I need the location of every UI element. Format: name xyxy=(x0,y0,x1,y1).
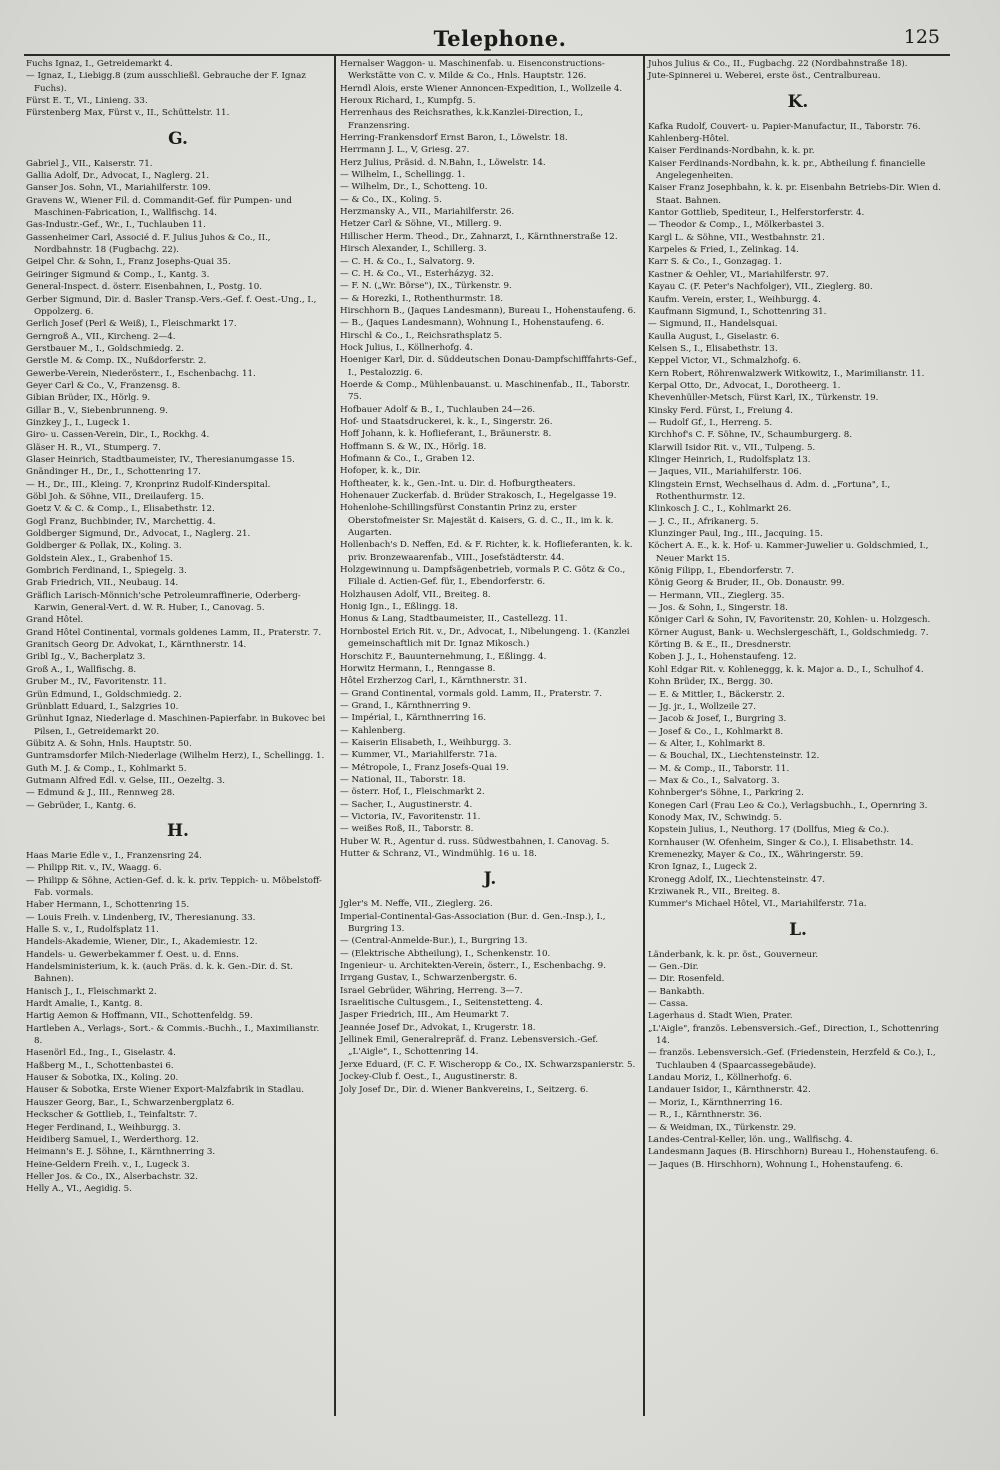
directory-entry: Hoeniger Karl, Dir. d. Süddeutschen Donau-Dampfschifffahrts-Gef., I., Pestalozzig. 6. xyxy=(340,355,637,378)
directory-entry: Gläser H. R., VI., Stumperg. 7. xyxy=(26,442,161,453)
directory-entry: — Grand, I., Kärnthnerring 9. xyxy=(340,700,471,711)
directory-entry: Gewerbe-Verein, Niederösterr., I., Eschenbachg. 11. xyxy=(26,368,256,379)
directory-entry: Hauser & Sobotka, Erste Wiener Export-Malzfabrik in Stadlau. xyxy=(26,1085,305,1096)
directory-entry: König Filipp, I., Ebendorferstr. 7. xyxy=(648,566,794,577)
directory-entry: — Kahlenberg. xyxy=(340,725,406,736)
directory-entry: Landes-Central-Keller, lön. ung., Wallfischg. 4. xyxy=(648,1134,853,1145)
directory-entry: Goldstein Alex., I., Grabenhof 15. xyxy=(26,553,174,564)
directory-entry: Glaser Heinrich, Stadtbaumeister, IV., Theresianumgasse 15. xyxy=(26,454,295,465)
directory-entry: Jellinek Emil, Generalrepräf. d. Franz. Lebensversich.-Gef. „L'Aigle", I., Schottenring 14. xyxy=(340,1035,599,1058)
column-divider-left xyxy=(334,56,336,1416)
directory-entry: Kafka Rudolf, Couvert- u. Papier-Manufactur, II., Taborstr. 76. xyxy=(648,121,921,132)
directory-entry: Kaulla August, I., Giselastr. 6. xyxy=(648,331,780,342)
directory-entry: — Dir. Rosenfeld. xyxy=(648,974,725,985)
directory-entry: Fürst E. T., VI., Linieng. 33. xyxy=(26,96,148,107)
directory-entry: Honus & Lang, Stadtbaumeister, II., Castellezg. 11. xyxy=(340,614,568,625)
directory-entry: — & Bouchal, IX., Liechtensteinstr. 12. xyxy=(648,751,820,762)
directory-entry: Herz Julius, Präsid. d. N.Bahn, I., Löwelstr. 14. xyxy=(340,157,546,168)
directory-entry: Grand Hôtel. xyxy=(26,615,84,626)
directory-entry: Klarwill Isidor Rit. v., VII., Tulpeng. 5. xyxy=(648,442,816,453)
directory-entry: Horschitz F., Bauunternehmung, I., Eßlingg. 4. xyxy=(340,651,547,662)
directory-entry: Gerngroß A., VII., Kircheng. 2—4. xyxy=(26,331,176,342)
directory-entry: Kron Ignaz, I., Lugeck 2. xyxy=(648,862,758,873)
directory-entry: Hofmann & Co., I., Graben 12. xyxy=(340,454,475,464)
directory-entry: Landauer Isidor, I., Kärnthnerstr. 42. xyxy=(648,1085,811,1096)
directory-entry: Gübitz A. & Sohn, Hnls. Hauptstr. 50. xyxy=(26,738,192,749)
directory-entry: Kahlenberg-Hôtel. xyxy=(648,134,730,145)
directory-entry: Herrmann J. L., V, Griesg. 27. xyxy=(340,145,470,156)
page-header xyxy=(0,26,1000,52)
column-divider-right xyxy=(643,56,645,1416)
directory-entry: Joly Josef Dr., Dir. d. Wiener Bankvereins, I., Seitzerg. 6. xyxy=(340,1084,589,1095)
directory-entry: Goetz V. & C. & Comp., I., Elisabethstr. 12. xyxy=(26,504,215,515)
directory-entry: Hutter & Schranz, VI., Windmühlg. 16 u. 18. xyxy=(340,849,537,859)
directory-entry: — Métropole, I., Franz Josefs-Quai 19. xyxy=(340,762,509,773)
directory-entry: Goldberger & Pollak, IX., Koling. 3. xyxy=(26,541,182,552)
directory-entry: Kastner & Oehler, VI., Mariahilferstr. 97. xyxy=(648,269,829,280)
directory-entry: — Philipp Rit. v., IV., Waagg. 6. xyxy=(26,863,162,874)
directory-entry: — Edmund & J., III., Rennweg 28. xyxy=(26,788,175,799)
directory-entry: Landesmann Jaques (B. Hirschhorn) Bureau I., Hohenstaufeng. 6. xyxy=(648,1147,939,1158)
directory-entry: Kaiser Ferdinands-Nordbahn, k. k. pr., Abtheilung f. financielle Angelegenheiten. xyxy=(648,158,926,182)
directory-entry: Hofbauer Adolf & B., I., Tuchlauben 24—26. xyxy=(340,404,536,415)
directory-entry: — B., (Jaques Landesmann), Wohnung I., Hohenstaufeng. 6. xyxy=(340,318,605,329)
directory-entry: Gutmann Alfred Edl. v. Gelse, III., Oezeltg. 3. xyxy=(26,775,226,786)
directory-entry: — J. C., II., Afrikanerg. 5. xyxy=(648,516,759,527)
directory-entry: — Hermann, VII., Zieglerg. 35. xyxy=(648,590,785,601)
directory-entry: Huber W. R., Agentur d. russ. Südwestbahnen, I. Canovag. 5. xyxy=(340,836,610,847)
directory-entry: Heroux Richard, I., Kumpfg. 5. xyxy=(340,96,476,107)
directory-entry: — Jaques (B. Hirschhorn), Wohnung I., Hohenstaufeng. 6. xyxy=(648,1159,904,1170)
directory-entry: Köchert A. E., k. k. Hof- u. Kammer-Juwelier u. Goldschmied, I., Neuer Markt 15. xyxy=(648,541,929,564)
directory-entry: Groß A., I., Wallfischg. 8. xyxy=(26,664,137,675)
directory-entry: Hillischer Herm. Theod., Dr., Zahnarzt, I., Kärnthnerstraße 12. xyxy=(340,231,618,242)
directory-entry: Jockey-Club f. Oest., I., Augustinerstr. 8. xyxy=(340,1072,518,1083)
directory-entry: — & Weidman, IX., Türkenstr. 29. xyxy=(648,1122,797,1133)
directory-entry: — Philipp & Söhne, Actien-Gef. d. k. k. priv. Teppich- u. Möbelstoff-Fab. vormals. xyxy=(26,875,322,898)
directory-entry: — Kaiserin Elisabeth, I., Weihburgg. 3. xyxy=(340,737,512,748)
directory-entry: — Cassa. xyxy=(648,999,689,1010)
directory-entry: — Kummer, VI., Mariahilferstr. 71a. xyxy=(340,750,498,761)
directory-entry: Kinsky Ferd. Fürst, I., Freiung 4. xyxy=(648,405,794,416)
directory-entry: Klinger Heinrich, I., Rudolfsplatz 13. xyxy=(648,454,811,465)
directory-entry: Hohenlohe-Schillingsfürst Constantin Prinz zu, erster Oberstofmeister Sr. Majestät d. Kaisers, G. d. C., II., im k. k. Augarten. xyxy=(340,503,614,539)
directory-entry: Hoff Johann, k. k. Hoflieferant, I., Bräunerstr. 8. xyxy=(340,429,552,440)
directory-entry: Heimann's E. J. Söhne, I., Kärnthnerring 3. xyxy=(26,1147,216,1158)
directory-entry: Ginzkey J., I., Lugeck 1. xyxy=(26,417,131,428)
column-2 xyxy=(340,58,640,1096)
directory-entry: Heine-Geldern Freih. v., I., Lugeck 3. xyxy=(26,1159,190,1170)
directory-entry: Geipel Chr. & Sohn, I., Franz Josephs-Quai 35. xyxy=(26,257,231,268)
directory-entry: — & Alter, I., Kohlmarkt 8. xyxy=(648,738,766,749)
directory-entry: Hoffmann S. & W., IX., Hörlg. 18. xyxy=(340,441,487,452)
directory-entry: Haßberg M., I., Schottenbastei 6. xyxy=(26,1060,174,1071)
directory-entry: Hartleben A., Verlags-, Sort.- & Commis.-Buchh., I., Maximilianstr. 8. xyxy=(26,1023,320,1047)
directory-entry: Gerstbauer M., I., Goldschmiedg. 2. xyxy=(26,343,184,354)
directory-entry: Kopstein Julius, I., Neuthorg. 17 (Dollfus, Mieg & Co.). xyxy=(648,825,890,836)
directory-entry: — R., I., Kärnthnerstr. 36. xyxy=(648,1110,762,1121)
directory-entry: Königer Carl & Sohn, IV, Favoritenstr. 20, Kohlen- u. Holzgesch. xyxy=(648,615,931,626)
section-heading: G. xyxy=(168,128,188,149)
directory-entry: Haas Marie Edle v., I., Franzensring 24. xyxy=(26,850,202,861)
directory-entry: — C. H. & Co., VI., Esterházyg. 32. xyxy=(340,268,494,279)
directory-entry: Handels-Akademie, Wiener, Dir., I., Akademiestr. 12. xyxy=(26,937,258,948)
directory-entry: Gnändinger H., Dr., I., Schottenring 17. xyxy=(26,467,201,478)
directory-entry: Kaufmann Sigmund, I., Schottenring 31. xyxy=(648,306,827,317)
directory-entry: Handels- u. Gewerbekammer f. Oest. u. d. Enns. xyxy=(26,949,239,960)
directory-entry: — Rudolf Gf., I., Herreng. 5. xyxy=(648,417,773,428)
directory-entry: Guth M. J. & Comp., I., Kohlmarkt 5. xyxy=(26,763,187,774)
directory-entry: Hohenauer Zuckerfab. d. Brüder Strakosch, I., Hegelgasse 19. xyxy=(340,491,617,502)
directory-entry: Kayau C. (F. Peter's Nachfolger), VII., Zieglerg. 80. xyxy=(648,282,873,293)
directory-entry: Israelitische Cultusgem., I., Seitenstetteng. 4. xyxy=(340,998,543,1009)
directory-entry: — Grand Continental, vormals gold. Lamm, II., Praterstr. 7. xyxy=(340,688,603,699)
directory-entry: — Wilhelm, I., Schellingg. 1. xyxy=(340,170,466,181)
directory-entry: Krziwanek R., VII., Breiteg. 8. xyxy=(648,887,781,897)
directory-entry: Hirschl & Co., I., Reichsrathsplatz 5. xyxy=(340,330,503,341)
directory-entry: — weißes Roß, II., Taborstr. 8. xyxy=(340,824,474,835)
directory-entry: — & Horezki, I., Rothenthurmstr. 18. xyxy=(340,293,504,304)
directory-entry: Gassenheimer Carl, Associé d. F. Julius Juhos & Co., II., Nordbahnstr. 18 (Fugbachg. 22). xyxy=(26,232,271,256)
directory-entry: Kargl L. & Söhne, VII., Westbahnstr. 21. xyxy=(648,232,825,243)
directory-entry: Heidiberg Samuel, I., Werderthorg. 12. xyxy=(26,1134,199,1145)
directory-entry: Kerpal Otto, Dr., Advocat, I., Dorotheerg. 1. xyxy=(648,380,841,391)
directory-entry: Hanisch J., I., Fleischmarkt 2. xyxy=(26,986,157,997)
directory-entry: Kirchhof's C. F. Söhne, IV., Schaumburgerg. 8. xyxy=(648,430,853,441)
directory-entry: „L'Aigle", französ. Lebensversich.-Gef., Direction, I., Schottenring 14. xyxy=(648,1023,939,1047)
directory-entry: Jerxe Eduard, (F. C. F. Wischeropp & Co., IX. Schwarzspanierstr. 5. xyxy=(340,1059,636,1070)
directory-entry: Hauser & Sobotka, IX., Koling. 20. xyxy=(26,1073,179,1084)
directory-entry: Gabriel J., VII., Kaiserstr. 71. xyxy=(26,158,153,169)
header-rule xyxy=(24,54,950,56)
directory-entry: Grün Edmund, I., Goldschmiedg. 2. xyxy=(26,689,182,700)
directory-entry: Konegen Carl (Frau Leo & Co.), Verlagsbuchh., I., Opernring 3. xyxy=(648,800,928,811)
directory-entry: Gillar B., V., Siebenbrunneng. 9. xyxy=(26,405,168,416)
directory-entry: — H., Dr., III., Kleing. 7, Kronprinz Rudolf-Kinderspital. xyxy=(26,479,271,490)
directory-entry: — Victoria, IV., Favoritenstr. 11. xyxy=(340,811,481,822)
directory-entry: Kaiser Franz Josephbahn, k. k. pr. Eisenbahn Betriebs-Dir. Wien d. Staat. Bahnen. xyxy=(648,183,941,206)
directory-entry: Kelsen S., I., Elisabethstr. 13. xyxy=(648,343,778,354)
section-heading: H. xyxy=(167,820,189,841)
directory-entry: Grab Friedrich, VII., Neubaug. 14. xyxy=(26,578,179,589)
section-heading: L. xyxy=(789,919,807,940)
directory-entry: Jeannée Josef Dr., Advokat, I., Krugerstr. 18. xyxy=(340,1022,536,1033)
directory-entry: — Moriz, I., Kärnthnerring 16. xyxy=(648,1097,783,1108)
directory-entry: — Max & Co., I., Salvatorg. 3. xyxy=(648,775,780,786)
directory-entry: — Gebrüder, I., Kantg. 6. xyxy=(26,800,137,811)
directory-entry: — Impérial, I., Kärnthnerring 16. xyxy=(340,713,487,724)
directory-entry: Giro- u. Cassen-Verein, Dir., I., Rockhg. 4. xyxy=(26,430,210,441)
directory-entry: Kremenezky, Mayer & Co., IX., Währingerstr. 59. xyxy=(648,849,864,860)
directory-entry: Landau Moriz, I., Köllnerhofg. 6. xyxy=(648,1073,792,1084)
directory-entry: Hoerde & Comp., Mühlenbauanst. u. Maschinenfab., II., Taborstr. 75. xyxy=(340,379,630,403)
column-3 xyxy=(648,58,948,1171)
page-title: Telephone. xyxy=(433,26,567,51)
directory-entry: Gribl Ig., V., Bacherplatz 3. xyxy=(26,652,146,663)
directory-entry: Imperial-Continental-Gas-Association (Bur. d. Gen.-Insp.), I., Burgring 13. xyxy=(340,911,606,935)
directory-entry: Keppel Victor, VI., Schmalzhofg. 6. xyxy=(648,356,801,367)
directory-entry: Hof- und Staatsdruckerei, k. k., I., Singerstr. 26. xyxy=(340,416,553,427)
directory-entry: Israel Gebrüder, Währing, Herreng. 3—7. xyxy=(340,985,523,996)
directory-entry: Handelsministerium, k. k. (auch Präs. d. k. k. Gen.-Dir. d. St. Bahnen). xyxy=(26,962,293,985)
directory-entry: Grünhut Ignaz, Niederlage d. Maschinen-Papierfabr. in Bukovec bei Pilsen, I., Getreidemarkt 20. xyxy=(26,714,326,737)
directory-entry: — Theodor & Comp., I., Mölkerbastei 3. xyxy=(648,220,825,231)
directory-entry: Gruber M., IV., Favoritenstr. 11. xyxy=(26,677,167,688)
directory-entry: Kohnberger's Söhne, I., Parkring 2. xyxy=(648,788,804,799)
directory-entry: Hollenbach's D. Neffen, Ed. & F. Richter, k. k. Hoflieferanten, k. k. priv. Bronzewaarenfab., VIII., Josefstädterstr. 44. xyxy=(340,540,633,563)
directory-entry: Fuchs Ignaz, I., Getreidemarkt 4. xyxy=(26,59,173,69)
directory-entry: Körner August, Bank- u. Wechslergeschäft, I., Goldschmiedg. 7. xyxy=(648,627,929,638)
directory-entry: — französ. Lebensversich.-Gef. (Friedenstein, Herzfeld & Co.), I., Tuchlauben 4 (Spaarcassegebäude). xyxy=(648,1048,936,1071)
directory-entry: — Jos. & Sohn, I., Singerstr. 18. xyxy=(648,603,788,614)
directory-entry: Gibian Brüder, IX., Hörlg. 9. xyxy=(26,393,151,404)
section-heading: J. xyxy=(483,869,497,890)
directory-entry: Kummer's Michael Hôtel, VI., Mariahilferstr. 71a. xyxy=(648,899,867,910)
directory-entry: — (Central-Anmelde-Bur.), I., Burgring 13. xyxy=(340,936,528,947)
directory-entry: Gerber Sigmund, Dir. d. Basler Transp.-Vers.-Gef. f. Oest.-Ung., I., Oppolzerg. 6. xyxy=(26,294,317,317)
directory-entry: Juhos Julius & Co., II., Fugbachg. 22 (Nordbahnstraße 18). xyxy=(648,59,908,69)
directory-entry: Hasenörl Ed., Ing., I., Giselastr. 4. xyxy=(26,1048,176,1059)
directory-entry: Khevenhüller-Metsch, Fürst Karl, IX., Türkenstr. 19. xyxy=(648,393,879,404)
directory-entry: Helly A., VI., Aegidig. 5. xyxy=(26,1184,132,1195)
directory-entry: Heckscher & Gottlieb, I., Teinfaltstr. 7. xyxy=(26,1110,198,1121)
directory-entry: Geyer Carl & Co., V., Franzensg. 8. xyxy=(26,380,181,391)
directory-entry: Länderbank, k. k. pr. öst., Gouverneur. xyxy=(648,949,819,960)
directory-entry: Halle S. v., I., Rudolfsplatz 11. xyxy=(26,925,159,935)
directory-entry: — E. & Mittler, I., Bäckerstr. 2. xyxy=(648,689,785,700)
directory-entry: Hetzer Carl & Söhne, VI., Millerg. 9. xyxy=(340,219,502,230)
directory-entry: Kronegg Adolf, IX., Liechtensteinstr. 47. xyxy=(648,874,825,885)
directory-entry: Hirsch Alexander, I., Schillerg. 3. xyxy=(340,244,487,255)
directory-entry: — Sacher, I., Augustinerstr. 4. xyxy=(340,799,473,810)
directory-entry: Körting B. & E., II., Dresdnerstr. xyxy=(648,640,792,651)
directory-entry: — (Elektrische Abtheilung), I., Schenkenstr. 10. xyxy=(340,948,551,959)
directory-entry: — Jacob & Josef, I., Burgring 3. xyxy=(648,714,787,725)
directory-entry: Klingstein Ernst, Wechselhaus d. Adm. d. „Fortuna", I., Rothenthurmstr. 12. xyxy=(648,479,891,502)
directory-entry: Gravens W., Wiener Fil. d. Commandit-Gef. für Pumpen- und Maschinen-Fabrication, I., Wallfischg. 14. xyxy=(26,195,292,219)
directory-entry: Holzgewinnung u. Dampfsägenbetrieb, vormals P. C. Götz & Co., Filiale d. Actien-Gef. für, I., Ebendorferstr. 6. xyxy=(340,565,626,588)
directory-entry: Kern Robert, Röhrenwalzwerk Witkowitz, I., Marimilianstr. 11. xyxy=(648,368,925,379)
directory-entry: Hock Julius, I., Köllnerhofg. 4. xyxy=(340,342,473,353)
directory-entry: Heger Ferdinand, I., Weihburgg. 3. xyxy=(26,1122,181,1133)
directory-entry: Honig Ign., I., Eßlingg. 18. xyxy=(340,602,458,613)
directory-entry: General-Inspect. d. österr. Eisenbahnen, I., Postg. 10. xyxy=(26,282,263,293)
directory-entry: Herrenhaus des Reichsrathes, k.k.Kanzlei-Direction, I., Franzensring. xyxy=(340,108,584,131)
directory-entry: — Josef & Co., I., Kohlmarkt 8. xyxy=(648,726,784,737)
directory-entry: Jgler's M. Neffe, VII., Zieglerg. 26. xyxy=(340,899,493,910)
directory-entry: Kaiser Ferdinands-Nordbahn, k. k. pr. xyxy=(648,146,815,157)
directory-entry: Karpeles & Fried, I., Zelinkag. 14. xyxy=(648,245,799,256)
section-heading: K. xyxy=(787,91,809,112)
directory-entry: Horwitz Hermann, I., Renngasse 8. xyxy=(340,663,496,674)
directory-entry: Fürstenberg Max, Fürst v., II., Schüttelstr. 11. xyxy=(26,108,230,119)
directory-entry: — Louis Freih. v. Lindenberg, IV., Theresianung. 33. xyxy=(26,912,256,923)
directory-entry: Konody Max, IV., Schwindg. 5. xyxy=(648,812,782,823)
directory-entry: Kohl Edgar Rit. v. Kohleneggg, k. k. Major a. D., I., Schulhof 4. xyxy=(648,664,924,675)
directory-entry: — M. & Comp., II., Taborstr. 11. xyxy=(648,763,790,774)
directory-entry: Geiringer Sigmund & Comp., I., Kantg. 3. xyxy=(26,269,210,280)
directory-entry: Herzmansky A., VII., Mariahilferstr. 26. xyxy=(340,207,515,218)
directory-entry: Herndl Alois, erste Wiener Annoncen-Expedition, I., Wollzeile 4. xyxy=(340,83,623,94)
directory-entry: Hernalser Waggon- u. Maschinenfab. u. Eisenconstructions-Werkstätte von C. v. Milde & Co., Hnls. Hauptstr. 126. xyxy=(340,59,605,82)
directory-entry: Hornbostel Erich Rit. v., Dr., Advocat, I., Nibelungeng. 1. (Kanzlei gemeinschaftlich mit Dr. Ignaz Mikosch.) xyxy=(340,626,630,650)
directory-entry: Hardt Amalie, I., Kantg. 8. xyxy=(26,999,143,1010)
directory-entry: Lagerhaus d. Stadt Wien, Prater. xyxy=(648,1011,793,1022)
page-number: 125 xyxy=(903,26,940,48)
directory-entry: — F. N. („Wr. Börse"), IX., Türkenstr. 9. xyxy=(340,281,512,292)
directory-entry: Kohn Brüder, IX., Bergg. 30. xyxy=(648,677,774,688)
directory-entry: — Wilhelm, Dr., I., Schotteng. 10. xyxy=(340,182,488,193)
directory-entry: Jasper Friedrich, III., Am Heumarkt 7. xyxy=(340,1010,509,1021)
directory-entry: — Sigmund, II., Handelsquai. xyxy=(648,319,778,330)
directory-entry: Gerlich Josef (Perl & Weiß), I., Fleischmarkt 17. xyxy=(26,319,237,330)
directory-entry: Gräflich Larisch-Mönnich'sche Petroleumraffinerie, Oderberg-Karwin, General-Vert. d. W. R. Huber, I., Canovag. 5. xyxy=(26,590,301,614)
directory-entry: — Ignaz, I., Liebigg.8 (zum ausschließl. Gebrauche der F. Ignaz Fuchs). xyxy=(26,71,306,94)
directory-entry: Heller Jos. & Co., IX., Alserbachstr. 32. xyxy=(26,1171,198,1182)
directory-entry: Herring-Frankensdorf Ernst Baron, I., Löwelstr. 18. xyxy=(340,133,568,144)
directory-entry: König Georg & Bruder, II., Ob. Donaustr. 99. xyxy=(648,578,845,589)
directory-entry: — Jaques, VII., Mariahilferstr. 106. xyxy=(648,467,802,478)
directory-entry: Gallia Adolf, Dr., Advocat, I., Naglerg. 21. xyxy=(26,171,210,182)
directory-entry: Guntramsdorfer Milch-Niederlage (Wilhelm Herz), I., Schellingg. 1. xyxy=(26,751,325,762)
directory-entry: Hirschhorn B., (Jaques Landesmann), Bureau I., Hohenstaufeng. 6. xyxy=(340,305,636,316)
directory-entry: Ganser Jos. Sohn, VI., Mariahilferstr. 109. xyxy=(26,183,211,194)
directory-entry: Karr S. & Co., I., Gonzagag. 1. xyxy=(648,257,782,268)
directory-entry: Grand Hôtel Continental, vormals goldenes Lamm, II., Praterstr. 7. xyxy=(26,627,322,638)
column-1 xyxy=(26,58,330,1196)
directory-entry: Haber Hermann, I., Schottenring 15. xyxy=(26,900,190,911)
directory-entry: Kornhauser (W. Ofenheim, Singer & Co.), I. Elisabethstr. 14. xyxy=(648,837,914,848)
directory-entry: Hôtel Erzherzog Carl, I., Kärnthnerstr. 31. xyxy=(340,676,527,687)
directory-entry: Hoftheater, k. k., Gen.-Int. u. Dir. d. Hofburgtheaters. xyxy=(340,478,576,489)
directory-entry: — National, II., Taborstr. 18. xyxy=(340,774,466,785)
directory-entry: — Gen.-Dir. xyxy=(648,962,699,973)
directory-entry: Grünblatt Eduard, I., Salzgries 10. xyxy=(26,701,179,712)
directory-entry: Ingenieur- u. Architekten-Verein, österr., I., Eschenbachg. 9. xyxy=(340,961,606,972)
directory-entry: Gombrich Ferdinand, I., Spiegelg. 3. xyxy=(26,566,187,577)
directory-entry: Irrgang Gustav, I., Schwarzenbergstr. 6. xyxy=(340,973,518,984)
directory-entry: Jute-Spinnerei u. Weberei, erste öst., Centralbureau. xyxy=(648,71,881,82)
directory-entry: Holzhausen Adolf, VII., Breiteg. 8. xyxy=(340,589,491,600)
directory-entry: Gas-Industr.-Gef., Wr., I., Tuchlauben 11. xyxy=(26,220,206,231)
directory-entry: Hauszer Georg, Bar., I., Schwarzenbergplatz 6. xyxy=(26,1097,235,1108)
directory-entry: Hartig Aemon & Hoffmann, VII., Schottenfeldg. 59. xyxy=(26,1011,253,1022)
directory-entry: Klinkosch J. C., I., Kohlmarkt 26. xyxy=(648,504,792,515)
directory-entry: Goldberger Sigmund, Dr., Advocat, I., Naglerg. 21. xyxy=(26,529,251,540)
directory-entry: Gerstle M. & Comp. IX., Nußdorferstr. 2. xyxy=(26,356,207,367)
directory-entry: — österr. Hof, I., Fleischmarkt 2. xyxy=(340,787,485,798)
directory-entry: — C. H. & Co., I., Salvatorg. 9. xyxy=(340,256,475,267)
directory-entry: Klunzinger Paul, Ing., III., Jacquing. 15. xyxy=(648,529,823,540)
directory-entry: Granitsch Georg Dr. Advokat, I., Kärnthnerstr. 14. xyxy=(26,640,247,651)
directory-entry: Kantor Gottlieb, Spediteur, I., Helferstorferstr. 4. xyxy=(648,208,865,219)
directory-entry: Koben J. J., I., Hohenstaufeng. 12. xyxy=(648,652,797,663)
directory-entry: Göbl Joh. & Söhne, VII., Dreilauferg. 15. xyxy=(26,492,205,502)
directory-entry: — & Co., IX., Koling. 5. xyxy=(340,194,442,205)
directory-entry: Gogl Franz, Buchbinder, IV., Marchettig. 4. xyxy=(26,516,216,527)
directory-entry: — Jg. jr., I., Wollzeile 27. xyxy=(648,701,757,712)
directory-entry: — Bankabth. xyxy=(648,986,705,997)
directory-entry: Hofoper, k. k., Dir. xyxy=(340,466,421,477)
directory-entry: Kaufm. Verein, erster, I., Weihburgg. 4. xyxy=(648,294,821,305)
